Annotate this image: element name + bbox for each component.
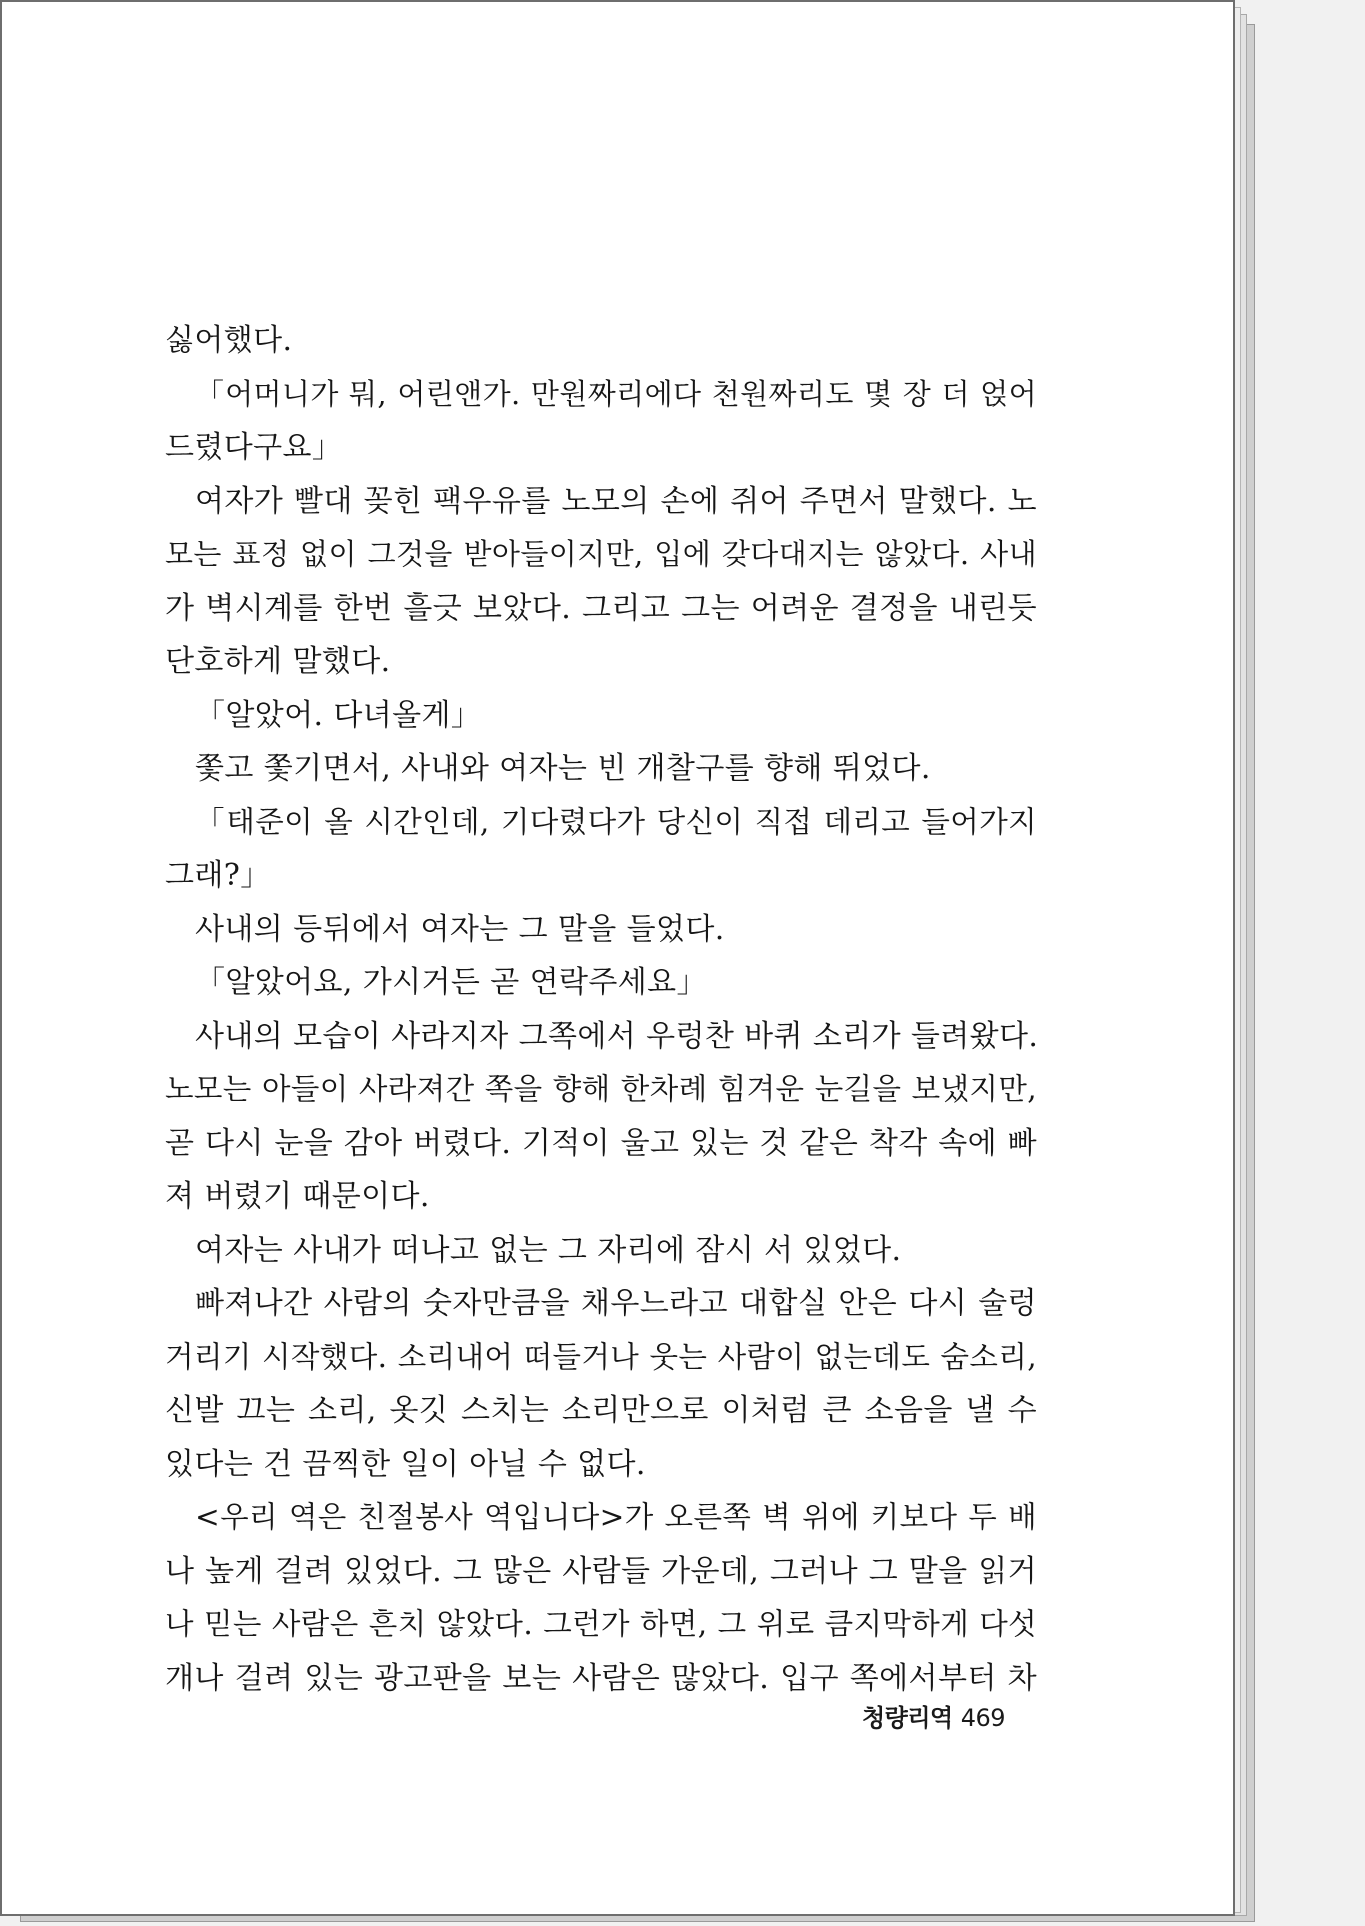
text-line: 「알았어. 다녀올게」 — [195, 697, 482, 733]
text-line: 나 믿는 사람은 흔치 않았다. 그런가 하면, 그 위로 큼지막하게 다섯 — [165, 1607, 1037, 1641]
text-line: 신발 끄는 소리, 옷깃 스치는 소리만으로 이처럼 큰 소음을 낼 수 — [165, 1393, 1037, 1428]
text-line: 빠져나간 사람의 숫자만큼을 채우느라고 대합실 안은 다시 술렁 — [195, 1286, 1037, 1321]
running-footer — [862, 1700, 1006, 1736]
text-line: 모는 표정 없이 그것을 받아들이지만, 입에 갖다대지는 않았다. 사내 — [165, 537, 1037, 571]
section-title: 청량리역 — [862, 1704, 953, 1732]
text-line: 드렸다구요」 — [165, 430, 343, 465]
text-line: 사내의 모습이 사라지자 그쪽에서 우렁찬 바퀴 소리가 들려왔다. — [195, 1018, 1039, 1054]
text-line: 사내의 등뒤에서 여자는 그 말을 들었다. — [195, 911, 725, 947]
text-line: 거리기 시작했다. 소리내어 떠들거나 웃는 사람이 없는데도 숨소리, — [165, 1339, 1037, 1374]
text-line: 단호하게 말했다. — [165, 644, 391, 679]
page-number: 469 — [960, 1704, 1006, 1732]
text-line: 싫어했다. — [165, 323, 293, 358]
text-line: 「어머니가 뭐, 어린앤가. 만원짜리에다 천원짜리도 몇 장 더 얹어 — [195, 376, 1037, 411]
body-text — [165, 314, 1037, 1705]
text-line: <우리 역은 친절봉사 역입니다>가 오른쪽 벽 위에 키보다 두 배 — [195, 1500, 1037, 1534]
text-line: 개나 걸려 있는 광고판을 보는 사람은 많았다. 입구 쪽에서부터 차 — [165, 1660, 1037, 1696]
text-line: 그래?」 — [165, 858, 271, 893]
text-line: 여자가 빨대 꽂힌 팩우유를 노모의 손에 쥐어 주면서 말했다. 노 — [195, 483, 1037, 519]
text-line: 「태준이 올 시간인데, 기다렸다가 당신이 직접 데리고 들어가지 — [195, 804, 1037, 839]
text-line: 있다는 건 끔찍한 일이 아닐 수 없다. — [165, 1446, 646, 1482]
text-line: 쫓고 쫓기면서, 사내와 여자는 빈 개찰구를 향해 뛰었다. — [195, 751, 931, 786]
text-line: 노모는 아들이 사라져간 쪽을 향해 한차례 힘겨운 눈길을 보냈지만, — [165, 1072, 1037, 1106]
text-line: 져 버렸기 때문이다. — [165, 1179, 430, 1214]
text-line: 여자는 사내가 떠나고 없는 그 자리에 잠시 서 있었다. — [195, 1232, 902, 1268]
text-line: 나 높게 걸려 있었다. 그 많은 사람들 가운데, 그러나 그 말을 읽거 — [165, 1553, 1037, 1589]
text-line: 「알았어요, 가시거든 곧 연락주세요」 — [195, 965, 707, 1000]
text-line: 곧 다시 눈을 감아 버렸다. 기적이 울고 있는 것 같은 착각 속에 빠 — [165, 1125, 1037, 1161]
text-line: 가 벽시계를 한번 흘긋 보았다. 그리고 그는 어려운 결정을 내린듯 — [165, 590, 1037, 626]
